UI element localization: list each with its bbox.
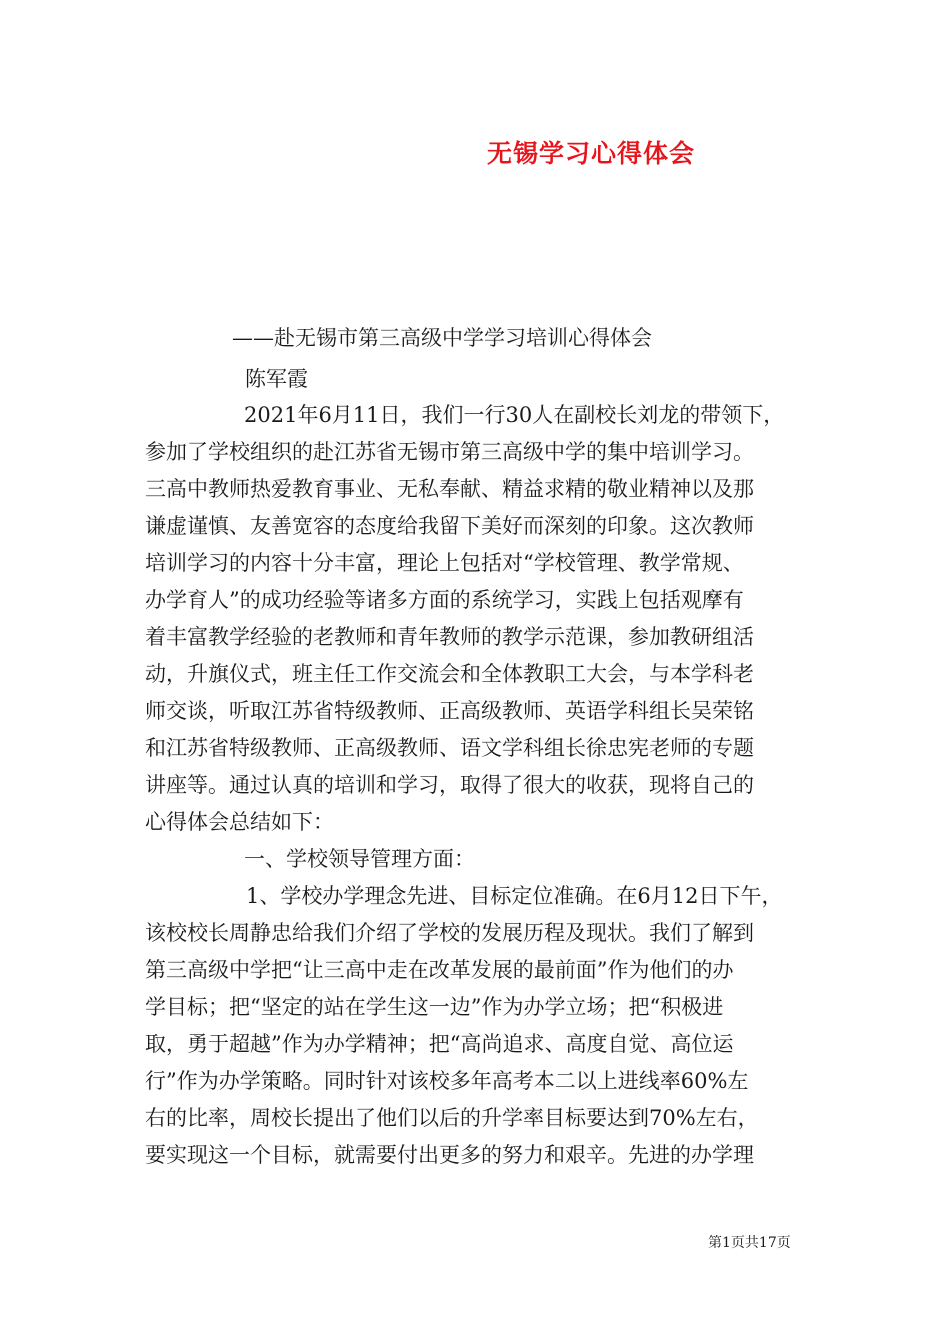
paragraph-line: 右的比率，周校长提出了他们以后的升学率目标要达到70%左右， xyxy=(145,1106,759,1130)
paragraph-line: 该校校长周静忠给我们介绍了学校的发展历程及现状。我们了解到 xyxy=(145,921,754,945)
paragraph-line: 参加了学校组织的赴江苏省无锡市第三高级中学的集中培训学习。 xyxy=(145,440,754,464)
paragraph-line: 第三高级中学把“让三高中走在改革发展的最前面”作为他们的办 xyxy=(145,958,734,982)
paragraph-line: 谦虚谨慎、友善宽容的态度给我留下美好而深刻的印象。这次教师 xyxy=(145,514,754,538)
paragraph-line: 师交谈，听取江苏省特级教师、正高级教师、英语学科组长吴荣铭 xyxy=(145,699,754,723)
paragraph-line: 办学育人”的成功经验等诸多方面的系统学习，实践上包括观摩有 xyxy=(145,588,744,612)
paragraph-line: 行”作为办学策略。同时针对该校多年高考本二以上进线率60%左 xyxy=(145,1069,749,1093)
paragraph-line: 动，升旗仪式，班主任工作交流会和全体教职工大会，与本学科老 xyxy=(145,662,754,686)
paragraph-line: 1、学校办学理念先进、目标定位准确。在6月12日下午， xyxy=(246,884,783,908)
author-name: 陈军霞 xyxy=(245,367,308,391)
paragraph-line: 和江苏省特级教师、正高级教师、语文学科组长徐忠宪老师的专题 xyxy=(145,736,754,760)
section-heading: 一、学校领导管理方面： xyxy=(244,847,475,871)
paragraph-line: 2021年6月11日，我们一行30人在副校长刘龙的带领下， xyxy=(244,403,785,427)
paragraph-line: 学目标；把“坚定的站在学生这一边”作为办学立场；把“积极进 xyxy=(145,995,724,1019)
document-title: 无锡学习心得体会 xyxy=(487,139,696,168)
document-subtitle: ——赴无锡市第三高级中学学习培训心得体会 xyxy=(232,326,652,350)
paragraph-line: 心得体会总结如下： xyxy=(145,810,334,834)
paragraph-line: 讲座等。通过认真的培训和学习，取得了很大的收获，现将自己的 xyxy=(145,773,754,797)
paragraph-line: 三高中教师热爱教育事业、无私奉献、精益求精的敬业精神以及那 xyxy=(145,477,754,501)
paragraph-line: 着丰富教学经验的老教师和青年教师的教学示范课，参加教研组活 xyxy=(145,625,754,649)
paragraph-line: 培训学习的内容十分丰富，理论上包括对“学校管理、教学常规、 xyxy=(145,551,744,575)
paragraph-line: 取，勇于超越”作为办学精神；把“高尚追求、高度自觉、高位运 xyxy=(145,1032,734,1056)
paragraph-line: 要实现这一个目标，就需要付出更多的努力和艰辛。先进的办学理 xyxy=(145,1143,754,1167)
page-indicator: 第1页共17页 xyxy=(708,1235,791,1251)
